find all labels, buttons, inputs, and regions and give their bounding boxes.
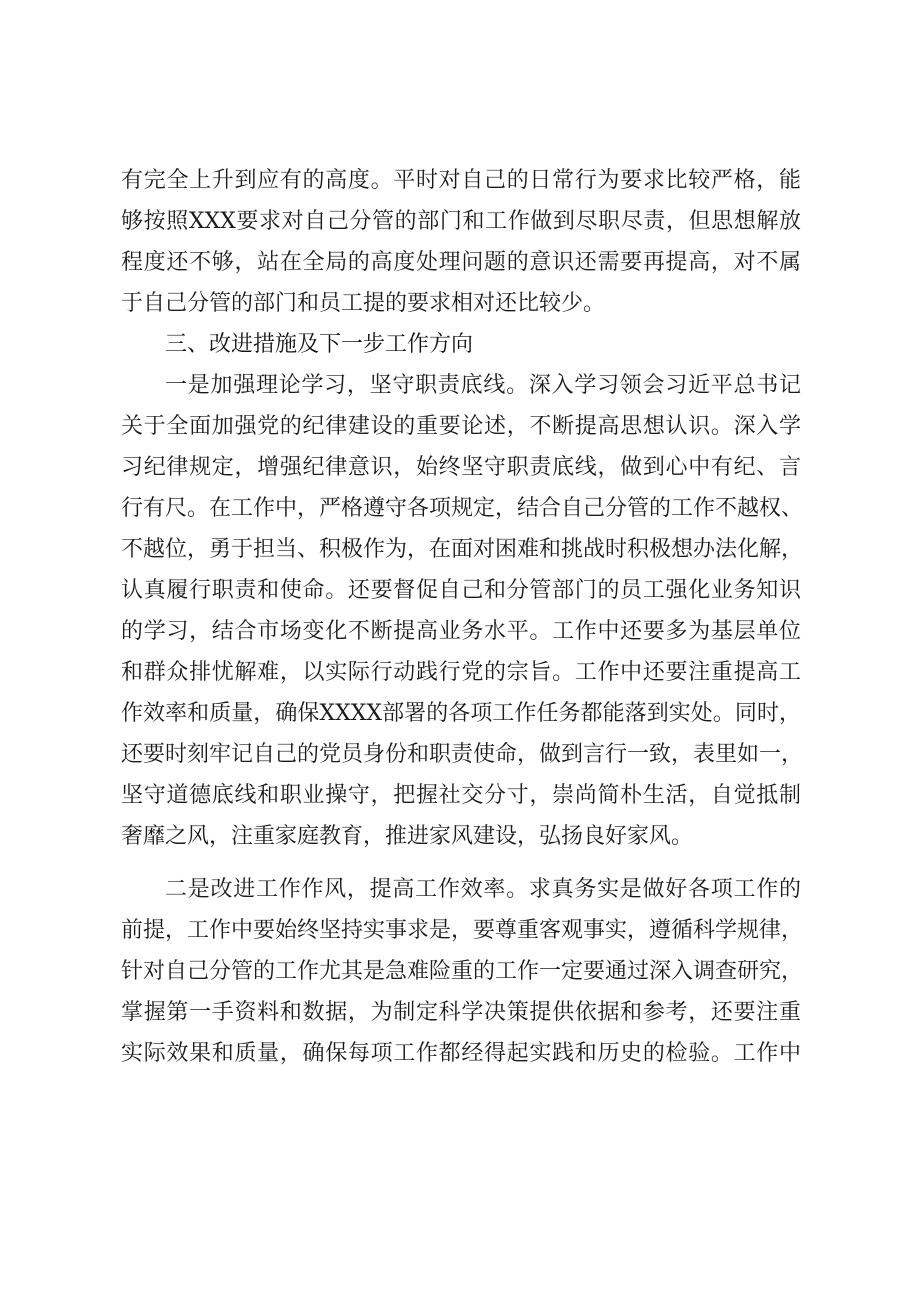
text-line: 前提，工作中要始终坚持实事求是，要尊重客观事实，遵循科学规律，: [121, 918, 804, 943]
paragraph-2: [121, 365, 804, 857]
text-line: 坚守道德底线和职业操守，把握社交分寸，崇尚简朴生活，自觉抵制: [121, 783, 801, 808]
text-line: 奢靡之风，注重家庭教育，推进家风建设，弘扬良好家风。: [121, 824, 694, 849]
text-line: 行有尺。在工作中，严格遵守各项规定，结合自己分管的工作不越权、: [121, 496, 804, 521]
paragraph-1: [121, 160, 801, 324]
text-line: 习纪律规定，增强纪律意识，始终坚守职责底线，做到心中有纪、言: [121, 455, 801, 480]
document-body: [121, 160, 804, 1074]
text-line: 实际效果和质量，确保每项工作都经得起实践和历史的检验。工作中: [121, 1041, 801, 1066]
text-line: 不越位，勇于担当、积极作为，在面对困难和挑战时积极想办法化解，: [121, 537, 804, 562]
text-line: 有完全上升到应有的高度。平时对自己的日常行为要求比较严格，能: [121, 168, 801, 193]
text-line: 还要时刻牢记自己的党员身份和职责使命，做到言行一致，表里如一，: [121, 742, 804, 767]
text-line: 针对自己分管的工作尤其是急难险重的工作一定要通过深入调查研究，: [121, 959, 804, 984]
text-line: 掌握第一手资料和数据，为制定科学决策提供依据和参考，还要注重: [121, 1000, 801, 1025]
text-line: 关于全面加强党的纪律建设的重要论述，不断提高思想认识。深入学: [121, 414, 801, 439]
text-line: 的学习，结合市场变化不断提高业务水平。工作中还要多为基层单位: [121, 619, 801, 644]
text-line: 程度还不够，站在全局的高度处理问题的意识还需要再提高，对不属: [121, 250, 801, 275]
text-line: 二是改进工作作风，提高工作效率。求真务实是做好各项工作的: [165, 877, 801, 902]
text-line: 认真履行职责和使命。还要督促自己和分管部门的员工强化业务知识: [121, 578, 801, 603]
text-line: 够按照XXX要求对自己分管的部门和工作做到尽职尽责，但思想解放: [121, 209, 801, 234]
text-line: 于自己分管的部门和员工提的要求相对还比较少。: [121, 291, 606, 316]
paragraph-3: [121, 869, 804, 1074]
text-line: 作效率和质量，确保XXXX部署的各项工作任务都能落到实处。同时，: [121, 701, 801, 726]
text-line: 和群众排忧解难，以实际行动践行党的宗旨。工作中还要注重提高工: [121, 660, 801, 685]
text-line: 一是加强理论学习，坚守职责底线。深入学习领会习近平总书记: [165, 373, 801, 398]
paragraph-spacer: [121, 857, 801, 869]
section-heading: 三、改进措施及下一步工作方向: [165, 332, 474, 357]
